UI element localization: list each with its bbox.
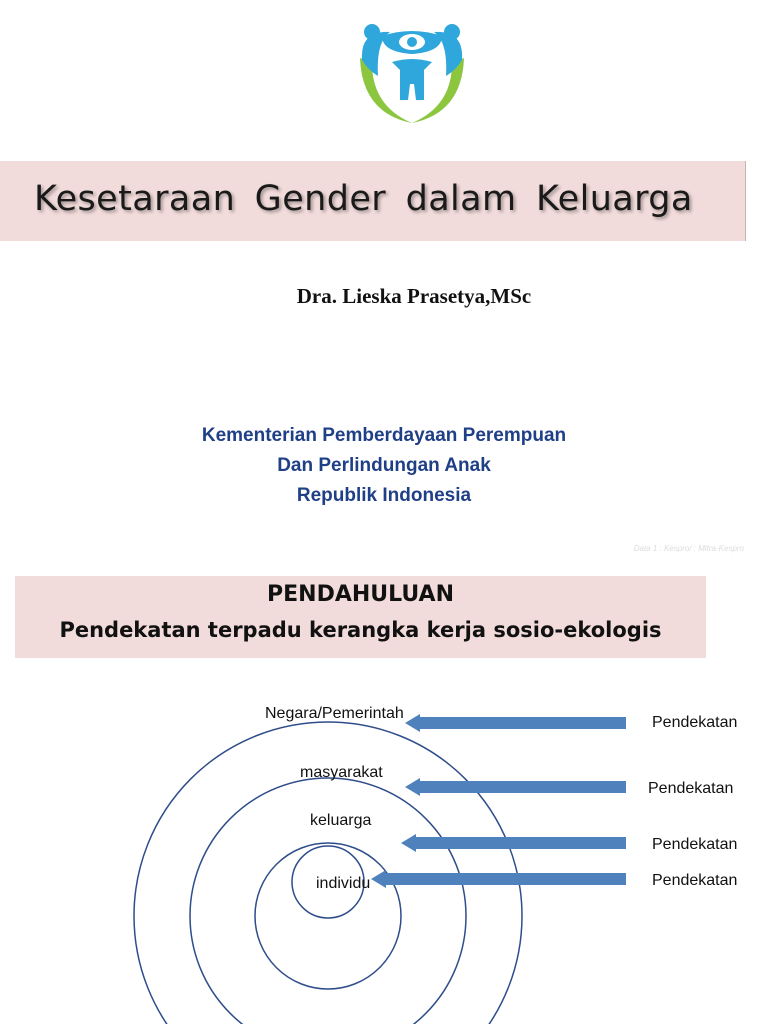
level-label-individu: individu: [316, 875, 371, 892]
section-subheading: Pendekatan terpadu kerangka kerja sosio-ekologis: [59, 618, 662, 642]
arrow-label: Pendekatan: [652, 872, 738, 889]
level-label-keluarga: keluarga: [310, 812, 372, 829]
arrow-label: Pendekatan: [652, 836, 738, 853]
watermark-text: Data 1 : Kespro/ : Mitra-Kespro: [633, 544, 744, 553]
slide-title: Kesetaraan Gender dalam Keluarga: [34, 179, 693, 219]
author-name: Dra. Lieska Prasetya,MSc: [296, 284, 532, 308]
section-heading: PENDAHULUAN: [267, 582, 454, 607]
level-label-masyarakat: masyarakat: [300, 764, 383, 781]
arrow-1: [405, 714, 626, 732]
circle-keluarga: [255, 843, 401, 989]
title-banner: [0, 161, 746, 241]
level-label-negara: Negara/Pemerintah: [265, 705, 404, 722]
section-banner: [15, 576, 706, 658]
arrow-4: [371, 870, 626, 888]
organization-block: [0, 421, 768, 511]
arrow-2: [405, 778, 626, 796]
arrow-3: [401, 834, 626, 852]
org-line: Dan Perlindungan Anak: [277, 455, 491, 476]
arrow-label: Pendekatan: [648, 780, 734, 797]
socio-ecological-diagram: [0, 660, 768, 1024]
arrow-label: Pendekatan: [652, 714, 738, 731]
family-logo-icon: [352, 18, 472, 128]
org-line: Kementerian Pemberdayaan Perempuan: [201, 425, 567, 446]
org-line: Republik Indonesia: [296, 485, 472, 506]
